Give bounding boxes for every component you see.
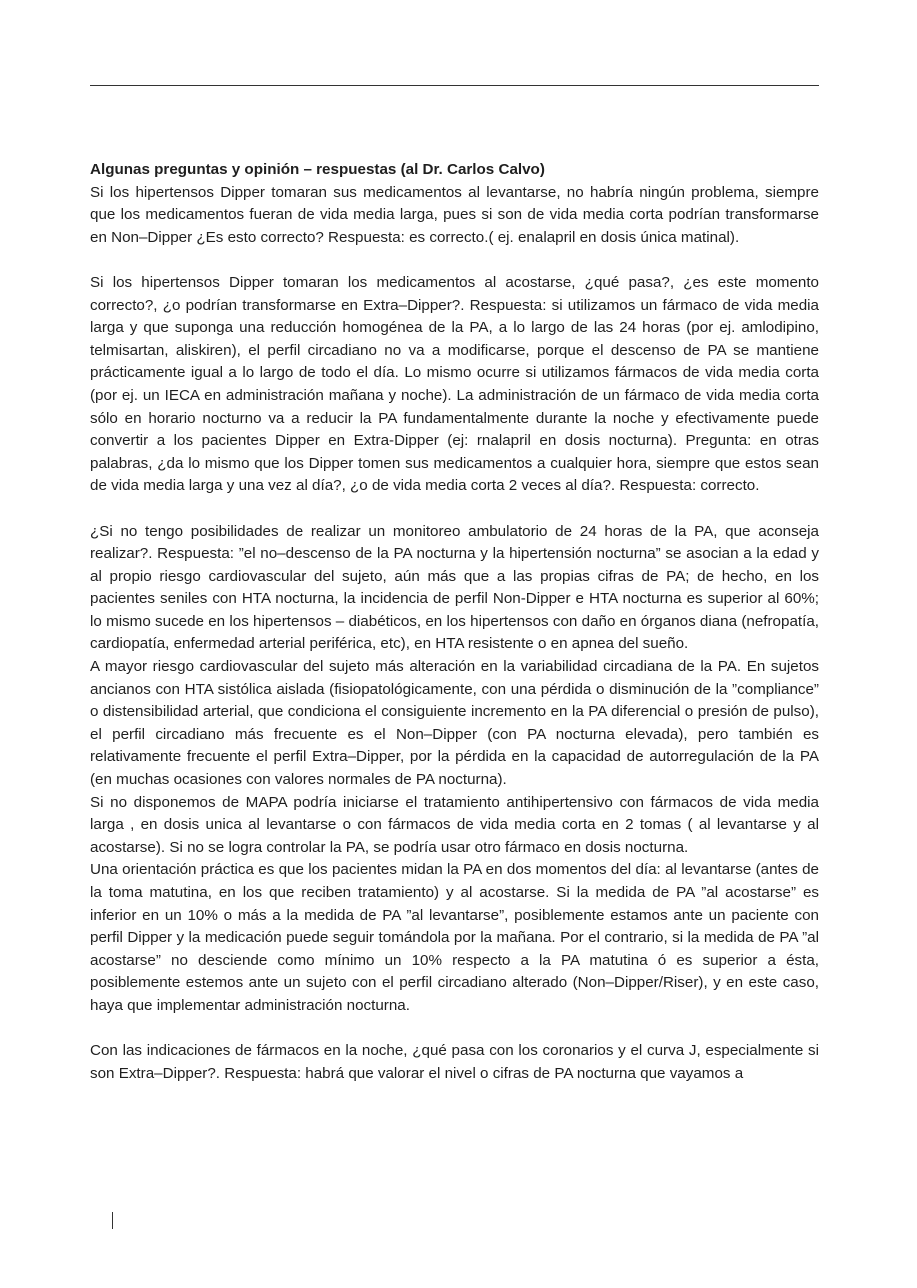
article-heading: Algunas preguntas y opinión – respuestas (al Dr. Carlos Calvo) xyxy=(90,161,545,178)
paragraph-7: Con las indicaciones de fármacos en la noche, ¿qué pasa con los coronarios y el curva J, especialmente si son Extra–Dipper?. Respuesta: habrá que valorar el nivel o cifras de PA nocturna que vayamos a xyxy=(90,1042,819,1082)
page-number-marker xyxy=(112,1212,113,1229)
paragraph-2: Si los hipertensos Dipper tomaran los medicamentos al acostarse, ¿qué pasa?, ¿es este momento correcto?, ¿o podrían transformarse en Extra–Dipper?. Respuesta: si utilizamos un fármaco de vida media larga y que suponga una reducción homogénea de la PA, a lo largo de las 24 horas (por ej. amlodipino, telmisartan, aliskiren), el perfil circadiano no va a modificarse, porque el descenso de PA se mantiene prácticamente igual a lo largo de todo el día. Lo mismo ocurre si utilizamos fármacos de vida media corta (por ej. un IECA en administración mañana y noche). La administración de un fármaco de vida media corta sólo en horario nocturno va a reducir la PA fundamentalmente durante la noche y efectivamente puede convertir a los pacientes Dipper en Extra-Dipper (ej: rnalapril en dosis nocturna). Pregunta: en otras palabras, ¿da lo mismo que los Dipper tomen sus medicamentos a cualquier hora, siempre que estos sean de vida media larga y una vez al día?, ¿o de vida media corta 2 veces al día?. Respuesta: correcto. xyxy=(90,273,819,495)
paragraph-6: Una orientación práctica es que los pacientes midan la PA en dos momentos del día: al levantarse (antes de la toma matutina, en los que reciben tratamiento) y al acostarse. Si la medida de PA ”al acostarse” es inferior en un 10% o más a la medida de PA ”al levantarse”, posiblemente estamos ante un paciente con perfil Dipper y la medicación puede seguir tomándola por la mañana. Por el contrario, si la medida de PA ”al acostarse” no desciende como mínimo un 10% respecto a la PA matutina ó es superior a ésta, posiblemente estemos ante un sujeto con el perfil circadiano alterado (Non–Dipper/Riser), y en este caso, haya que implementar administración nocturna. xyxy=(90,861,819,1014)
paragraph-3: ¿Si no tengo posibilidades de realizar un monitoreo ambulatorio de 24 horas de la PA, que aconseja realizar?. Respuesta: ”el no–descenso de la PA nocturna y la hipertensión nocturna” se asocian a la edad y al propio riesgo cardiovascular del sujeto, aún más que a las propias cifras de PA; de hecho, en los pacientes seniles con HTA nocturna, la incidencia de perfil Non-Dipper e HTA nocturna es superior al 60%; lo mismo sucede en los hipertensos – diabéticos, en los hipertensos con daño en órganos diana (nefropatía, cardiopatía, enfermedad arterial periférica, etc), en HTA resistente o en apnea del sueño. xyxy=(90,522,819,653)
paragraph-text: Si los hipertensos Dipper tomaran sus medicamentos al levantarse, no habría ningún problema, siempre que los medicamentos fueran de vida media larga, pues si son de vida media corta podrían transformarse en Non–Dipper ¿Es esto correcto? Respuesta: es correcto.( ej. enalapril en dosis única matinal). xyxy=(90,183,819,246)
article-body xyxy=(90,159,819,1085)
header-rule xyxy=(90,85,819,86)
paragraph-4: A mayor riesgo cardiovascular del sujeto más alteración en la variabilidad circadiana de la PA. En sujetos ancianos con HTA sistólica aislada (fisiopatológicamente, con una pérdida o disminución de la ”compliance” o distensibilidad arterial, que condiciona el consiguiente incremento en la PA diferencial o presión de pulso), el perfil circadiano más frecuente es el Non–Dipper (con PA nocturna elevada), pero también es relativamente frecuente el perfil Extra–Dipper, por la pérdida en la capacidad de autorregulación de la PA (en muchas ocasiones con valores normales de PA nocturna). xyxy=(90,658,819,789)
paragraph-1 xyxy=(90,159,819,249)
paragraph-5: Si no disponemos de MAPA podría iniciarse el tratamiento antihipertensivo con fármacos de vida media larga , en dosis unica al levantarse o con fármacos de vida media corta en 2 tomas ( al levantarse y al acostarse). Si no se logra controlar la PA, se podría usar otro fármaco en dosis nocturna. xyxy=(90,793,819,856)
